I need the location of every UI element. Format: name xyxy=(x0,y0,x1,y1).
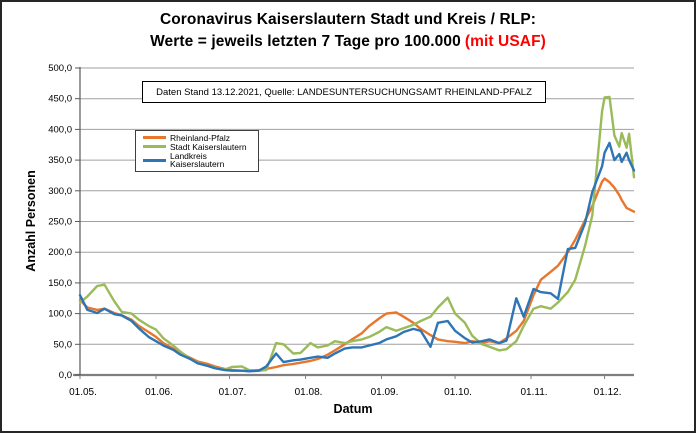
y-tick-label: 300,0 xyxy=(48,185,72,197)
y-tick-label: 500,0 xyxy=(48,63,72,74)
legend-line-swatch-green xyxy=(143,145,166,148)
x-tick-label: 01.10. xyxy=(444,387,472,398)
legend-label: Landkreis Kaiserslautern xyxy=(170,150,225,169)
y-tick-label: 350,0 xyxy=(48,155,72,167)
x-tick-label: 01.09. xyxy=(370,387,399,398)
y-tick-label: 450,0 xyxy=(48,93,72,105)
y-tick-label: 0,0 xyxy=(58,370,72,381)
x-tick-label: 01.11. xyxy=(520,387,548,398)
y-tick-label: 250,0 xyxy=(48,216,72,228)
y-tick-label: 200,0 xyxy=(48,247,72,259)
legend-label: Stadt Kaiserslautern xyxy=(170,141,247,152)
legend-item-stadt-kaiserslautern xyxy=(143,143,256,152)
x-tick-label: 01.05. xyxy=(69,387,97,398)
chart-title-line1: Coronavirus Kaiserslautern Stadt und Kreis / RLP: xyxy=(159,11,537,28)
chart-title-line2-red: (mit USAF) xyxy=(464,32,546,50)
source-note-text: Daten Stand 13.12.2021, Quelle: LANDESUNTERSUCHUNGSAMT RHEINLAND-PFALZ xyxy=(156,86,532,98)
legend-item-rheinland-pfalz xyxy=(143,134,256,143)
legend-item-landkreis-kaiserslautern xyxy=(143,152,256,169)
chart-title-line2-black: Werte = jeweils letzten 7 Tage pro 100.000 xyxy=(150,32,461,50)
legend-label: Rheinland-Pfalz xyxy=(170,132,231,143)
x-axis-title: Datum xyxy=(333,402,373,416)
y-axis-title: Anzahl Personen xyxy=(24,170,38,272)
y-tick-label: 100,0 xyxy=(48,308,72,320)
plot-svg xyxy=(2,2,696,433)
legend xyxy=(135,130,259,172)
x-tick-label: 01.07. xyxy=(218,387,247,398)
y-tick-label: 400,0 xyxy=(48,124,72,136)
legend-line-swatch-orange xyxy=(143,136,166,139)
x-tick-label: 01.06. xyxy=(145,387,173,398)
legend-line-swatch-blue xyxy=(143,159,166,162)
x-tick-label: 01.12. xyxy=(593,387,622,398)
y-tick-label: 150,0 xyxy=(48,277,72,289)
x-tick-label: 01.08. xyxy=(294,387,323,398)
series-line-0 xyxy=(80,179,634,371)
y-tick-label: 50,0 xyxy=(53,339,72,351)
source-note-box xyxy=(142,81,546,103)
